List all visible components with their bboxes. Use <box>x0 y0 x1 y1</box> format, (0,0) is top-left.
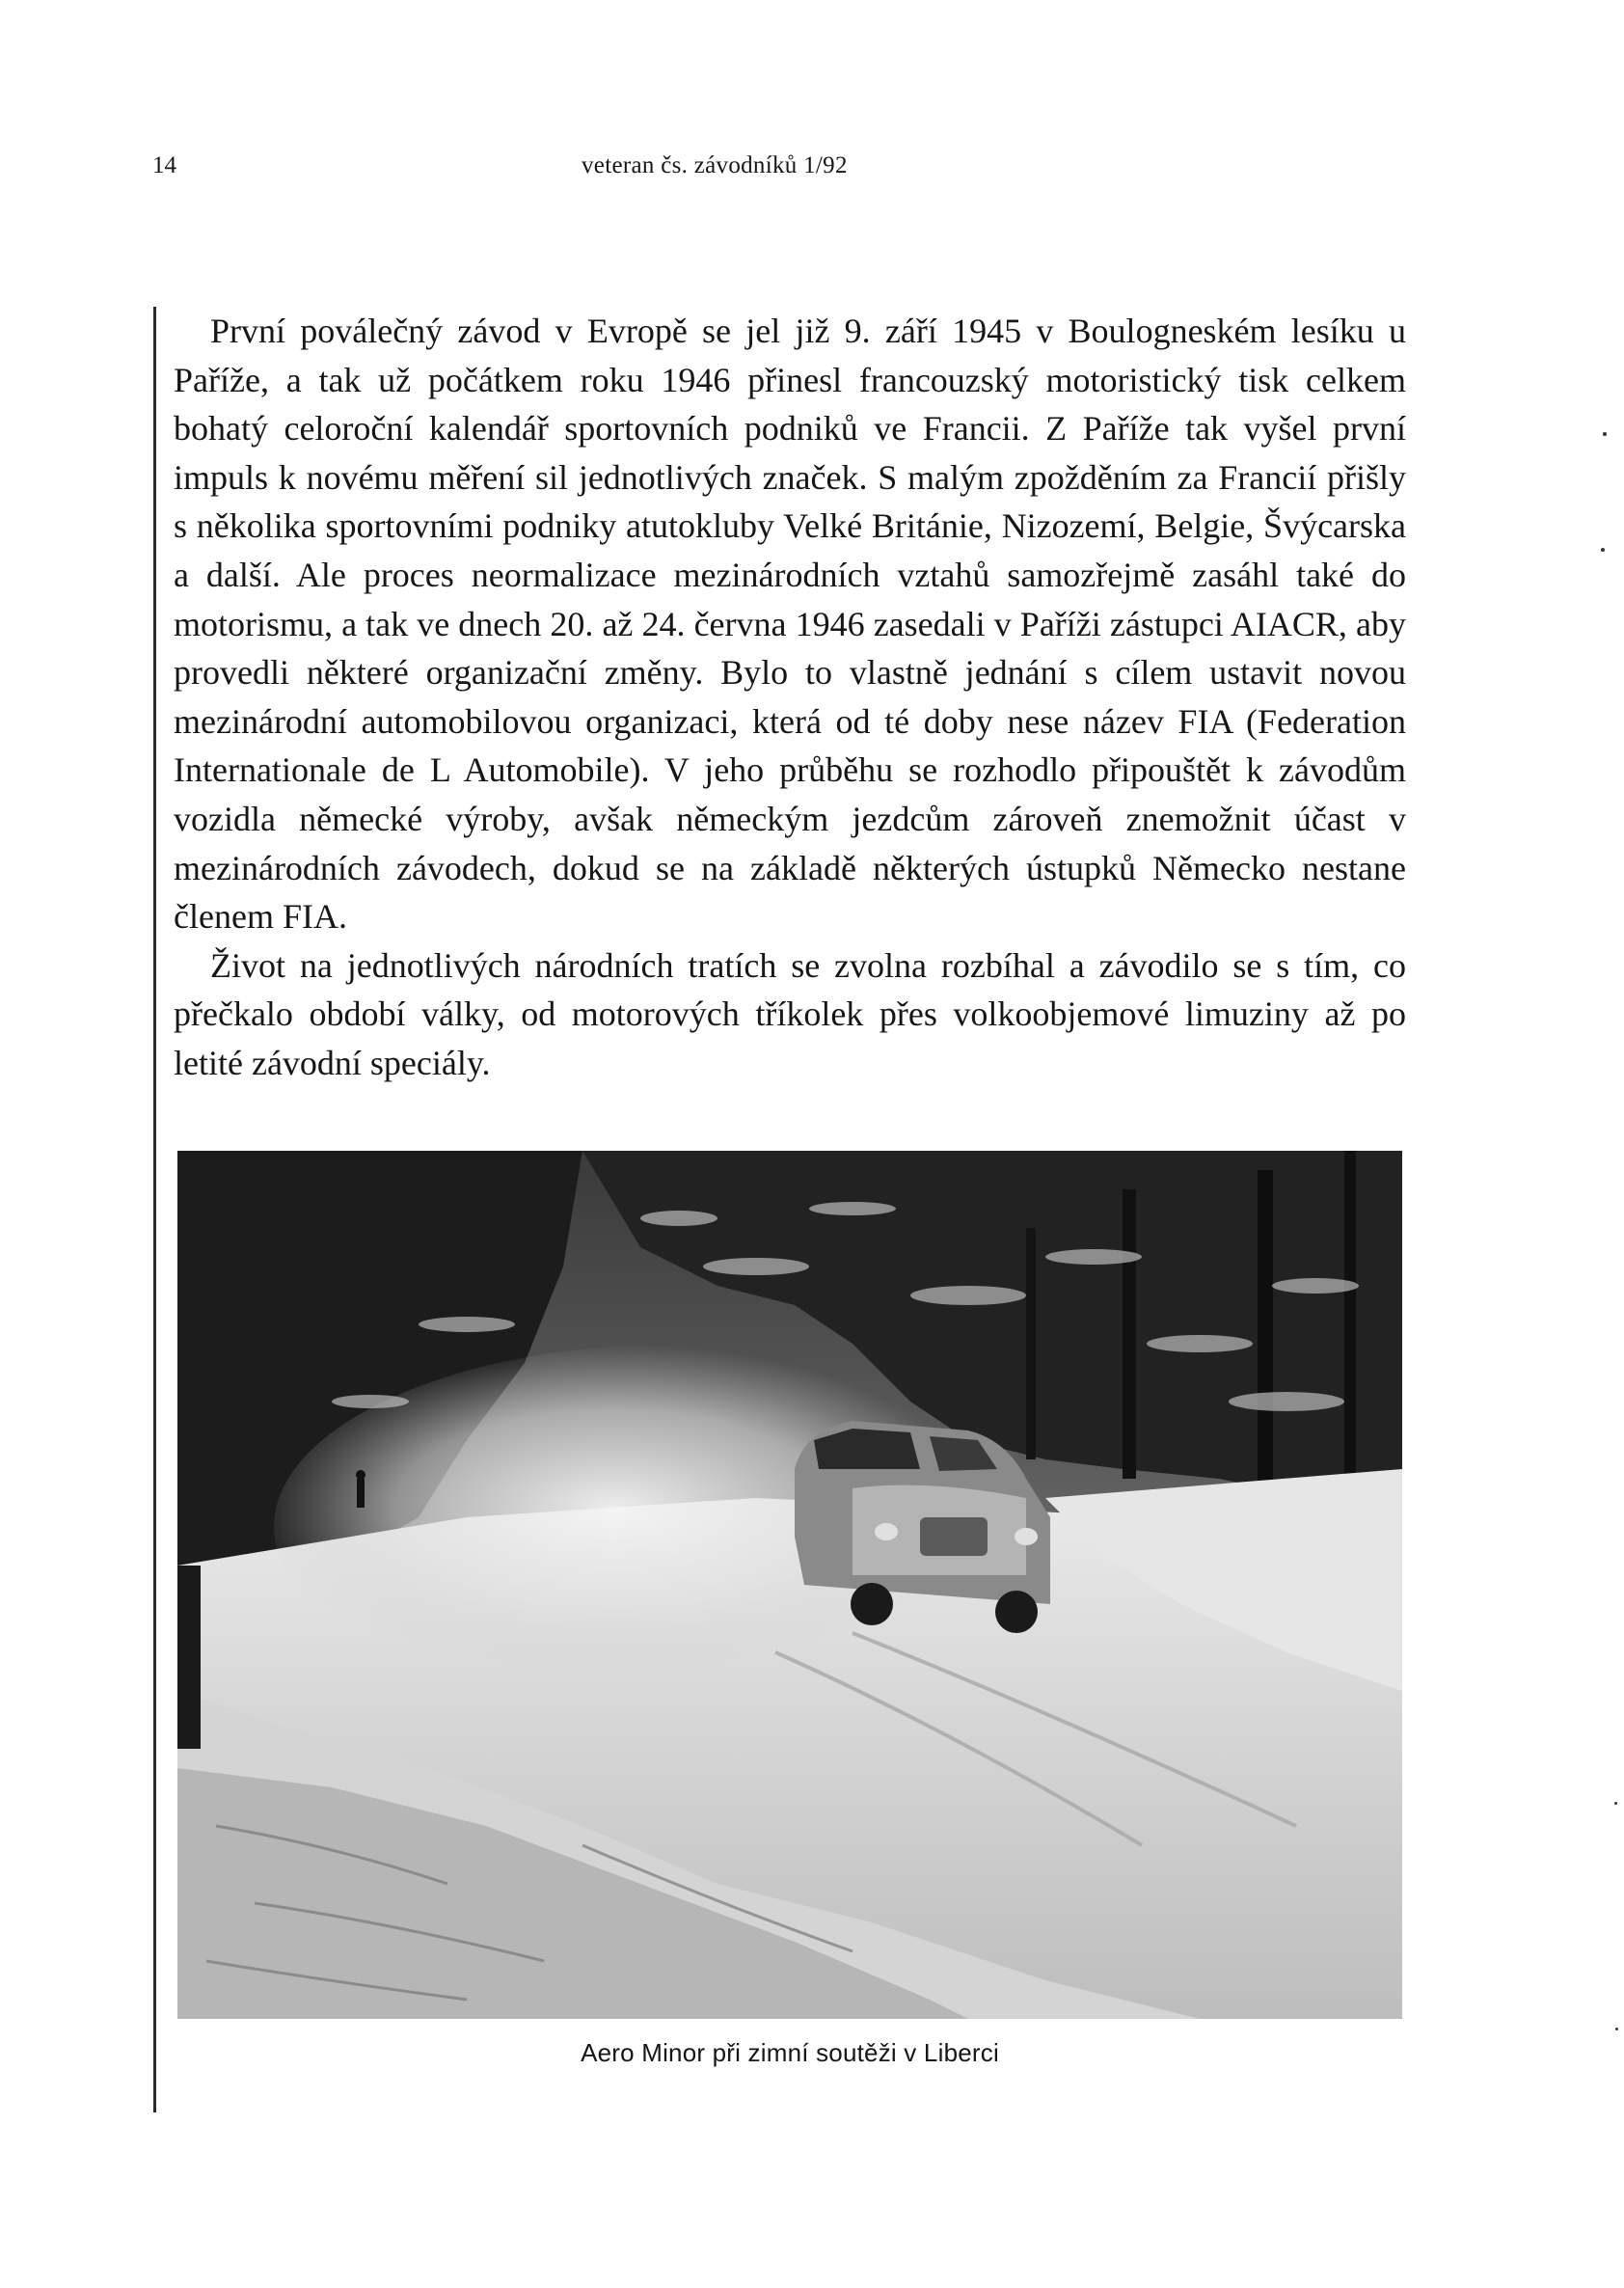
photo-caption: Aero Minor při zimní soutěži v Liberci <box>581 2038 999 2067</box>
running-head: veteran čs. závodníků 1/92 <box>582 152 848 178</box>
page-header <box>0 152 1624 191</box>
scan-speck <box>1603 432 1607 436</box>
scan-speck <box>1601 548 1605 552</box>
margin-rule <box>153 307 156 2112</box>
rally-photo <box>177 1151 1402 2019</box>
article-paragraph: Život na jednotlivých národních tratích se zvolna rozbíhal a závodilo se s tím, co přečkalo období války, od motorových tříkolek přes volkoobjemové limuziny až po letité závodní speciály. <box>174 945 1406 1082</box>
scan-speck <box>1615 2028 1618 2030</box>
scan-speck <box>1614 1802 1617 1805</box>
article-body <box>174 307 1406 1088</box>
article-paragraph: První poválečný závod v Evropě se jel již 9. září 1945 v Boulogneském lesíku u Paříže, a tak už počátkem roku 1946 přinesl francouzský motoristický tisk celkem bohatý celoroční kalendář sportovních podniků ve Francii. Z Paříže tak vyšel první impuls k novému měření sil jednotlivých značek. S malým zpožděním za Francií přišly s několika sportovními podniky atutokluby Velké Británie, Nizozemí, Belgie, Švýcarska a další. Ale proces neormalizace mezinárodních vztahů samozřejmě zasáhl také do motorismu, a tak ve dnech 20. až 24. června 1946 zasedali v Paříži zástupci AIACR, aby provedli některé organizační změny. Bylo to vlastně jednání s cílem ustavit novou mezinárodní automobilovou organizaci, která od té doby nese název FIA (Federation Internationale de L Automobile). V jeho průběhu se rozhodlo připouštět k závodům vozidla německé výroby, avšak německým jezdcům zároveň znemožnit účast v mezinárodních závodech, dokud se na základě některých ústupků Německo nestane členem FIA. <box>174 312 1406 937</box>
page-number: 14 <box>152 152 176 178</box>
